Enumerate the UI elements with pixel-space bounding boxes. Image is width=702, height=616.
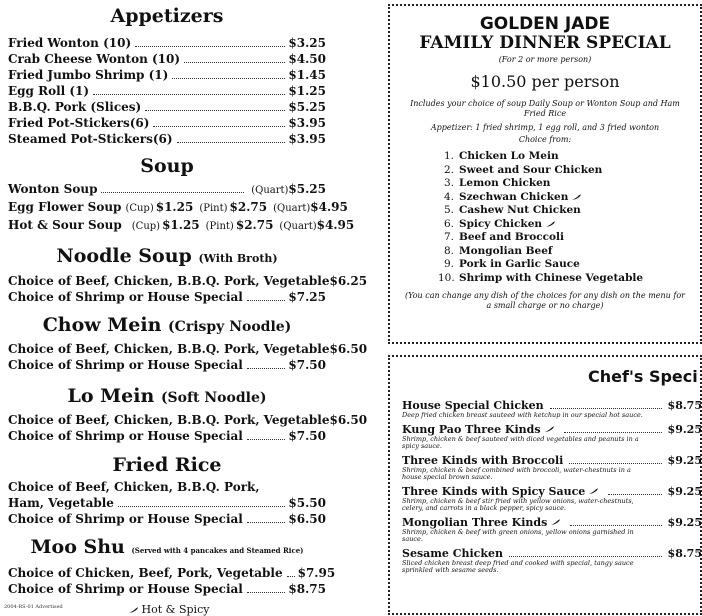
menu-item bbox=[8, 511, 326, 527]
family-dinner-appetizer: Appetizer: 1 fried shrimp, 1 egg roll, and 3 fried wonton bbox=[430, 123, 660, 132]
dot-leader bbox=[287, 576, 295, 577]
choice-name: Sweet and Sour Chicken bbox=[459, 163, 603, 176]
choice-name: Chicken Lo Mein bbox=[459, 150, 559, 162]
item-price: $9.25 bbox=[667, 422, 702, 436]
choice-name: Pork in Garlic Sauce bbox=[459, 258, 580, 270]
item-description: Shrimp, chicken & beef combined with broccoli, water-chestnuts in a house special brown sauce. bbox=[402, 465, 631, 481]
item-name: Egg Roll (1) bbox=[8, 84, 90, 98]
substitution-note: (You can change any dish of the choices for any dish on the menu for a small charge or no charge) bbox=[405, 291, 685, 310]
item-price: $9.25 bbox=[667, 453, 702, 467]
item-price: $7.95 bbox=[297, 566, 336, 580]
size-label: (Pint) bbox=[199, 203, 228, 214]
chili-pepper-icon bbox=[128, 606, 139, 614]
chow-mein-heading bbox=[8, 314, 326, 338]
item-price: $4.95 bbox=[310, 200, 348, 214]
item-price: $4.95 bbox=[316, 218, 355, 232]
moo-shu-list bbox=[8, 565, 336, 597]
chefs-special-box bbox=[388, 355, 702, 615]
dot-leader bbox=[564, 432, 662, 433]
noodle-soup-list bbox=[8, 273, 368, 305]
item-price: $4.50 bbox=[288, 52, 326, 66]
size-label: (Pint) bbox=[205, 221, 234, 232]
section-title: Chow Mein bbox=[42, 314, 162, 336]
lo-mein-heading bbox=[8, 385, 326, 409]
menu-item bbox=[8, 131, 326, 147]
menu-item bbox=[8, 565, 336, 581]
menu-item bbox=[8, 495, 326, 511]
item-name: Choice of Beef, Chicken, B.B.Q. Pork, Vegetable bbox=[8, 342, 330, 356]
choice-list bbox=[438, 150, 700, 285]
item-name: Crab Cheese Wonton (10) bbox=[8, 52, 181, 66]
size-label: (Quart) bbox=[279, 221, 317, 232]
menu-item bbox=[8, 199, 348, 217]
list-item bbox=[438, 204, 700, 218]
list-item bbox=[402, 547, 702, 575]
family-dinner-includes: Includes your choice of soup Daily Soup or Wonton Soup and Ham Fried Rice bbox=[410, 99, 680, 118]
list-item bbox=[438, 272, 700, 286]
item-price: $5.50 bbox=[288, 496, 326, 510]
legend-text: Hot & Spicy bbox=[141, 603, 210, 616]
item-price: $6.25 bbox=[329, 274, 368, 288]
item-description: Shrimp, chicken & beef sauteed with diced vegetables and peanuts in a spicy sauce. bbox=[402, 434, 639, 450]
choice-label: Choice from: bbox=[518, 135, 572, 144]
chow-mein-list bbox=[8, 341, 368, 373]
item-price: $8.75 bbox=[288, 582, 326, 596]
dot-leader bbox=[172, 78, 285, 79]
dot-leader bbox=[177, 142, 286, 143]
list-item bbox=[402, 399, 702, 420]
list-item bbox=[438, 191, 700, 205]
item-name: Fried Jumbo Shrimp (1) bbox=[8, 68, 169, 82]
item-name: Wonton Soup bbox=[8, 182, 98, 196]
family-dinner-box bbox=[388, 4, 702, 344]
item-price: $5.25 bbox=[288, 100, 326, 114]
item-price: $7.50 bbox=[288, 429, 326, 443]
item-price: $3.95 bbox=[288, 116, 326, 130]
item-description: Shrimp, chicken & beef with green onions, yellow onions garnished in sauce. bbox=[402, 527, 634, 543]
dot-leader bbox=[569, 463, 661, 464]
item-price: $1.45 bbox=[288, 68, 326, 82]
dot-leader bbox=[247, 300, 286, 301]
item-name: Choice of Chicken, Beef, Pork, Vegetable bbox=[8, 566, 283, 580]
size-label: (Cup) bbox=[125, 203, 154, 214]
menu-item bbox=[8, 357, 326, 373]
section-title: Lo Mein bbox=[67, 385, 155, 407]
noodle-soup-heading bbox=[8, 245, 326, 270]
fried-rice-heading: Fried Rice bbox=[112, 454, 222, 476]
size-label: (Quart) bbox=[273, 203, 311, 214]
family-dinner-price: $10.50 per person bbox=[470, 72, 620, 91]
chefs-special-list bbox=[402, 399, 702, 578]
choice-number: 3. bbox=[443, 177, 454, 189]
moo-shu-heading bbox=[8, 536, 326, 562]
section-subtitle: (Served with 4 pancakes and Steamed Rice) bbox=[131, 546, 304, 555]
choice-number: 2. bbox=[443, 163, 454, 176]
list-item bbox=[438, 177, 700, 191]
item-price: $1.25 bbox=[162, 218, 200, 232]
list-item bbox=[438, 150, 700, 164]
lo-mein-list bbox=[8, 412, 368, 444]
choice-number: 8. bbox=[443, 244, 454, 257]
list-item bbox=[402, 516, 702, 544]
item-name: Choice of Beef, Chicken, B.B.Q. Pork, bbox=[8, 480, 260, 494]
family-dinner-title: FAMILY DINNER SPECIAL bbox=[419, 33, 671, 53]
item-price: $7.25 bbox=[288, 290, 326, 304]
list-item bbox=[438, 164, 700, 178]
menu-item bbox=[8, 289, 326, 305]
item-price: $7.50 bbox=[288, 358, 326, 372]
menu-item bbox=[8, 428, 326, 444]
item-name: Sesame Chicken bbox=[402, 546, 503, 560]
dot-leader bbox=[247, 592, 286, 593]
dot-leader bbox=[247, 439, 286, 440]
chili-pepper-icon bbox=[545, 220, 556, 228]
chili-pepper-icon bbox=[571, 193, 582, 201]
choice-name: Shrimp with Chinese Vegetable bbox=[459, 271, 644, 284]
choice-name: Spicy Chicken bbox=[459, 217, 543, 230]
list-item bbox=[438, 231, 700, 245]
item-name: Three Kinds with Broccoli bbox=[402, 453, 564, 467]
item-price: $6.50 bbox=[329, 342, 368, 356]
item-price: $5.25 bbox=[288, 182, 326, 196]
menu-item bbox=[8, 412, 368, 428]
dot-leader bbox=[570, 525, 661, 526]
item-price: $8.75 bbox=[667, 399, 702, 412]
choice-number: 4. bbox=[443, 190, 454, 203]
item-description: Deep fried chicken breast sauteed with ketchup in our special hot sauce. bbox=[402, 411, 643, 419]
menu-item bbox=[8, 217, 355, 235]
item-price: $3.95 bbox=[288, 132, 326, 146]
menu-item-line bbox=[8, 479, 326, 495]
list-item bbox=[438, 258, 700, 272]
item-price: $2.75 bbox=[229, 200, 268, 214]
choice-name: Szechwan Chicken bbox=[459, 190, 569, 203]
family-dinner-subtitle: (For 2 or more person) bbox=[498, 55, 592, 64]
item-description: Sliced chicken breast deep fried and cooked with special, tangy sauce sprinkled with sesame seeds. bbox=[402, 558, 634, 574]
menu-item bbox=[8, 35, 326, 51]
section-subtitle: (With Broth) bbox=[198, 252, 278, 265]
section-title: Moo Shu bbox=[30, 536, 125, 558]
item-name: Hot & Sour Soup bbox=[8, 218, 122, 232]
choice-number: 1. bbox=[443, 150, 454, 162]
item-name: Fried Pot-Stickers(6) bbox=[8, 116, 150, 130]
item-name: Mongolian Three Kinds bbox=[402, 515, 548, 529]
item-name: Choice of Beef, Chicken, B.B.Q. Pork, Vegetable bbox=[8, 274, 330, 288]
item-name: Choice of Shrimp or House Special bbox=[8, 429, 243, 443]
item-description: Shrimp, chicken & beef stir fried with yellow onions, water-chestnuts, celery, and carrots in a black pepper, spicy sauce. bbox=[402, 496, 634, 512]
choice-number: 5. bbox=[443, 204, 454, 216]
fried-rice-list bbox=[8, 479, 326, 527]
item-name: Fried Wonton (10) bbox=[8, 36, 132, 50]
list-item bbox=[438, 218, 700, 232]
list-item bbox=[402, 485, 702, 513]
menu-item bbox=[8, 273, 368, 289]
item-price: $3.25 bbox=[288, 36, 326, 50]
list-item bbox=[402, 454, 702, 482]
choice-name: Lemon Chicken bbox=[459, 177, 551, 189]
dot-leader bbox=[135, 46, 285, 47]
appetizers-list bbox=[8, 35, 326, 147]
dot-leader bbox=[184, 62, 285, 63]
size-label: (Quart) bbox=[251, 185, 289, 196]
item-price: $9.25 bbox=[667, 484, 702, 498]
item-price: $2.75 bbox=[235, 218, 274, 232]
chefs-special-heading: Chef's Speci bbox=[588, 367, 698, 386]
choice-name: Mongolian Beef bbox=[459, 244, 553, 257]
list-item bbox=[438, 245, 700, 259]
section-subtitle: (Soft Noodle) bbox=[160, 390, 267, 406]
appetizers-heading: Appetizers bbox=[110, 5, 224, 27]
item-price: $6.50 bbox=[288, 512, 326, 526]
left-menu-column bbox=[8, 0, 368, 616]
chili-pepper-icon bbox=[544, 425, 555, 433]
item-name: House Special Chicken bbox=[402, 399, 544, 412]
dot-leader bbox=[247, 522, 286, 523]
item-price: $6.50 bbox=[329, 413, 368, 427]
menu-item bbox=[8, 83, 326, 99]
menu-item bbox=[8, 67, 326, 83]
size-label: (Cup) bbox=[131, 221, 161, 232]
item-price: $1.25 bbox=[155, 200, 194, 214]
item-name: Three Kinds with Spicy Sauce bbox=[402, 484, 586, 498]
dot-leader bbox=[550, 408, 662, 409]
section-title: Noodle Soup bbox=[56, 245, 192, 267]
dot-leader bbox=[247, 368, 286, 369]
menu-item bbox=[8, 341, 368, 357]
soup-list bbox=[8, 181, 355, 235]
soup-heading: Soup bbox=[140, 155, 194, 177]
dot-leader bbox=[118, 506, 285, 507]
item-name: Choice of Beef, Chicken, B.B.Q. Pork, Vegetable bbox=[8, 413, 330, 427]
dot-leader bbox=[145, 110, 285, 111]
dot-leader bbox=[101, 192, 244, 193]
dot-leader bbox=[509, 556, 662, 557]
item-name: Choice of Shrimp or House Special bbox=[8, 358, 243, 372]
chili-pepper-icon bbox=[550, 518, 561, 526]
item-name: Choice of Shrimp or House Special bbox=[8, 290, 243, 304]
chili-pepper-icon bbox=[588, 487, 599, 495]
choice-number: 6. bbox=[443, 217, 454, 230]
item-name: Kung Pao Three Kinds bbox=[402, 422, 541, 436]
section-subtitle: (Crispy Noodle) bbox=[168, 319, 292, 335]
choice-number: 7. bbox=[443, 231, 454, 243]
item-name: Steamed Pot-Stickers(6) bbox=[8, 132, 173, 146]
item-name: Choice of Shrimp or House Special bbox=[8, 512, 243, 526]
item-price: $8.75 bbox=[667, 546, 702, 560]
choice-name: Beef and Broccoli bbox=[459, 231, 565, 243]
menu-item bbox=[8, 581, 326, 597]
menu-item bbox=[8, 51, 326, 67]
dot-leader bbox=[93, 94, 285, 95]
restaurant-name: GOLDEN JADE bbox=[479, 14, 611, 34]
menu-item bbox=[8, 181, 326, 199]
item-price: $1.25 bbox=[288, 84, 326, 98]
dot-leader bbox=[153, 126, 285, 127]
dot-leader bbox=[608, 494, 661, 495]
choice-number: 9. bbox=[443, 258, 454, 270]
item-name: Egg Flower Soup bbox=[8, 200, 122, 214]
choice-name: Cashew Nut Chicken bbox=[459, 204, 581, 216]
menu-item bbox=[8, 99, 326, 115]
item-name: Choice of Shrimp or House Special bbox=[8, 582, 243, 596]
item-name: Ham, Vegetable bbox=[8, 496, 114, 510]
choice-number: 10. bbox=[438, 271, 455, 284]
item-name: B.B.Q. Pork (Slices) bbox=[8, 100, 142, 114]
list-item bbox=[402, 423, 702, 451]
footer-code: 2004-RS-01 Advertised bbox=[4, 604, 63, 610]
item-price: $9.25 bbox=[667, 515, 702, 529]
menu-item bbox=[8, 115, 326, 131]
